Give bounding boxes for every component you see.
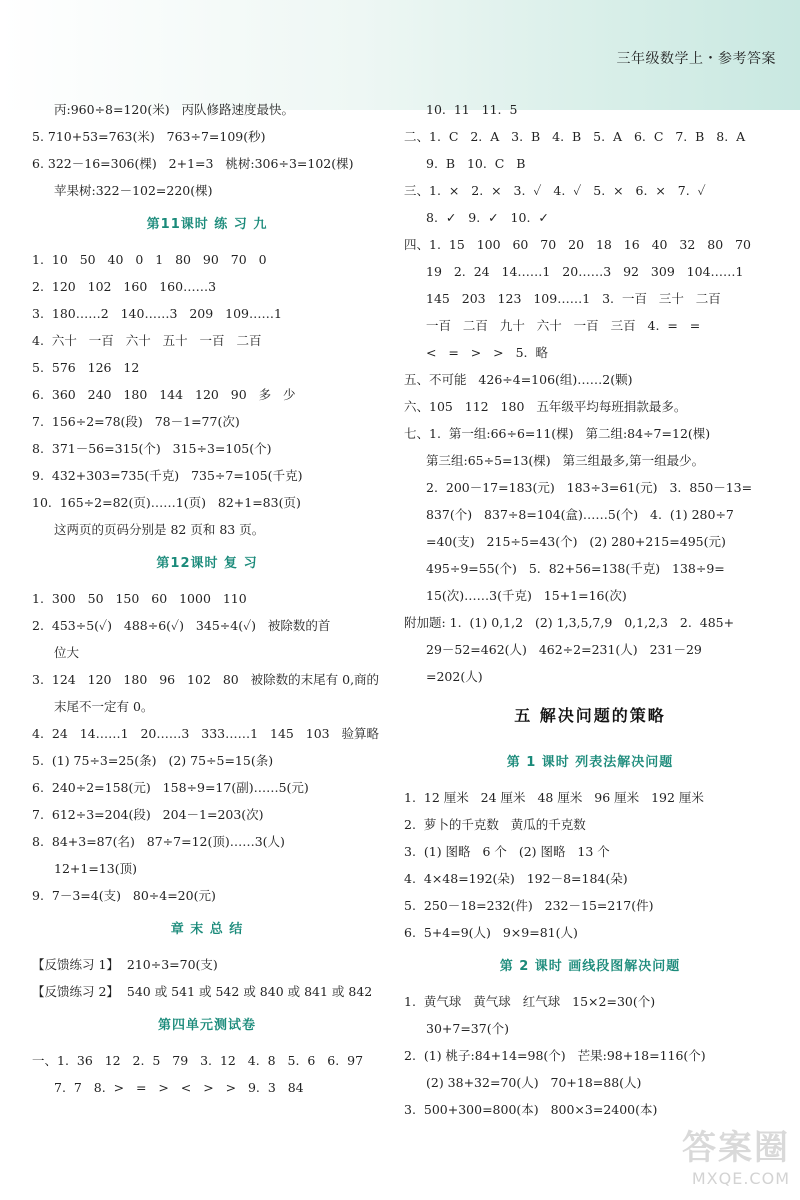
answer-line: 4. 4×48=192(朵) 192－8=184(朵) — [404, 871, 628, 886]
watermark-logo — [682, 1120, 790, 1188]
answer-line: 6. 5+4=9(人) 9×9=81(人) — [404, 925, 578, 940]
answer-line: 10. 11 11. 5 — [426, 102, 518, 117]
answer-line: 8. 371－56=315(个) 315÷3=105(个) — [32, 441, 272, 456]
section-heading-lesson-12: 第12课时 复 习 — [156, 556, 258, 571]
answer-line: 5. 710+53=763(米) 763÷7=109(秒) — [32, 129, 266, 144]
answer-line: 3. 500+300=800(本) 800×3=2400(本) — [404, 1102, 658, 1117]
answer-line: 2. 200－17=183(元) 183÷3=61(元) 3. 850－13= — [426, 480, 753, 495]
answer-line: 12+1=13(顶) — [54, 861, 137, 876]
answer-line: 7. 7 8. > = > < > > 9. 3 84 — [54, 1080, 304, 1095]
answer-line: 9. 7－3=4(支) 80÷4=20(元) — [32, 888, 216, 903]
answer-line: 末尾不一定有 0。 — [54, 699, 154, 714]
watermark-text: 答案圈 — [682, 1128, 790, 1168]
answer-line: 二、1. C 2. A 3. B 4. B 5. A 6. C 7. B 8. A — [404, 129, 746, 144]
answer-line: 附加题: 1. (1) 0,1,2 (2) 1,3,5,7,9 0,1,2,3 2. 485+ — [404, 615, 735, 630]
answer-line: 第三组:65÷5=13(棵) 第三组最多,第一组最少。 — [426, 453, 705, 468]
answer-line: 1. 300 50 150 60 1000 110 — [32, 591, 247, 606]
answer-line: 【反馈练习 2】 540 或 541 或 542 或 840 或 841 或 842 — [32, 984, 373, 999]
answer-line: 15(次)……3(千克) 15+1=16(次) — [426, 588, 627, 603]
left-column — [32, 96, 382, 1101]
answer-line: 4. 24 14……1 20……3 333……1 145 103 验算略 — [32, 726, 380, 741]
answer-line: 9. B 10. C B — [426, 156, 526, 171]
answer-line: 29－52=462(人) 462÷2=231(人) 231－29 — [426, 642, 702, 657]
answer-line: 3. 180……2 140……3 209 109……1 — [32, 306, 282, 321]
answer-line: =202(人) — [426, 669, 483, 684]
answer-line: 四、1. 15 100 60 70 20 18 16 40 32 80 70 — [404, 237, 751, 252]
answer-line: 苹果树:322－102=220(棵) — [54, 183, 213, 198]
answer-line: 4. 六十 一百 六十 五十 一百 二百 — [32, 333, 262, 348]
answer-line: 495÷9=55(个) 5. 82+56=138(千克) 138÷9= — [426, 561, 725, 576]
answer-line: 9. 432+303=735(千克) 735÷7=105(千克) — [32, 468, 303, 483]
answer-line: 8. 84+3=87(名) 87÷7=12(顶)……3(人) — [32, 834, 285, 849]
answer-line: 7. 612÷3=204(段) 204－1=203(次) — [32, 807, 264, 822]
answer-line: 7. 156÷2=78(段) 78－1=77(次) — [32, 414, 240, 429]
answer-line: 3. (1) 图略 6 个 (2) 图略 13 个 — [404, 844, 610, 859]
answer-line: 2. 萝卜的千克数 黄瓜的千克数 — [404, 817, 586, 832]
answer-line: 5. (1) 75÷3=25(条) (2) 75÷5=15(条) — [32, 753, 274, 768]
unit-title-5: 五 解决问题的策略 — [514, 706, 666, 725]
answer-line: 6. 322－16=306(棵) 2+1=3 桃树:306÷3=102(棵) — [32, 156, 354, 171]
answer-line: 【反馈练习 1】 210÷3=70(支) — [32, 957, 218, 972]
answer-line: 5. 576 126 12 — [32, 360, 140, 375]
answer-line: 丙:960÷8=120(米) 丙队修路速度最快。 — [54, 102, 295, 117]
section-heading-lesson-2: 第 2 课时 画线段图解决问题 — [499, 959, 681, 974]
answer-line: 6. 240÷2=158(元) 158÷9=17(副)……5(元) — [32, 780, 309, 795]
answer-line: 30+7=37(个) — [426, 1021, 509, 1036]
answer-line: 位大 — [54, 645, 80, 660]
answer-line: 这两页的页码分别是 82 页和 83 页。 — [54, 522, 265, 537]
answer-line: 2. 120 102 160 160……3 — [32, 279, 217, 294]
answer-line: 6. 360 240 180 144 120 90 多 少 — [32, 387, 296, 402]
section-heading-chapter-summary: 章 末 总 结 — [170, 922, 244, 937]
answer-line: 1. 黄气球 黄气球 红气球 15×2=30(个) — [404, 994, 656, 1009]
answer-line: 1. 10 50 40 0 1 80 90 70 0 — [32, 252, 267, 267]
answer-line: 一百 二百 九十 六十 一百 三百 4. = = — [426, 318, 701, 333]
answer-line: 2. (1) 桃子:84+14=98(个) 芒果:98+18=116(个) — [404, 1048, 706, 1063]
answer-line: (2) 38+32=70(人) 70+18=88(人) — [426, 1075, 642, 1090]
answer-line: 3. 124 120 180 96 102 80 被除数的末尾有 0,商的 — [32, 672, 380, 687]
answer-line: 一、1. 36 12 2. 5 79 3. 12 4. 8 5. 6 6. 97 — [32, 1053, 364, 1068]
section-heading-lesson-1: 第 1 课时 列表法解决问题 — [506, 755, 674, 770]
answer-line: 五、不可能 426÷4=106(组)……2(颗) — [404, 372, 633, 387]
section-heading-unit-4-test: 第四单元测试卷 — [157, 1018, 256, 1033]
answer-line: 六、105 112 180 五年级平均每班捐款最多。 — [404, 399, 687, 414]
answer-line: 19 2. 24 14……1 20……3 92 309 104……1 — [426, 264, 744, 279]
answer-line: =40(支) 215÷5=43(个) (2) 280+215=495(元) — [426, 534, 726, 549]
answer-line: 10. 165÷2=82(页)……1(页) 82+1=83(页) — [32, 495, 301, 510]
answer-line: 三、1. × 2. × 3. ✓ 4. ✓ 5. × 6. × 7. ✓ — [404, 183, 706, 198]
section-heading-lesson-11: 第11课时 练 习 九 — [146, 217, 268, 232]
page-header-title: 三年级数学上・参考答案 — [616, 51, 776, 67]
answer-line: 145 203 123 109……1 3. 一百 三十 二百 — [426, 291, 721, 306]
answer-line: 1. 12 厘米 24 厘米 48 厘米 96 厘米 192 厘米 — [404, 790, 704, 805]
answer-line: 8. ✓ 9. ✓ 10. ✓ — [426, 210, 549, 225]
watermark-url: MXQE.COM — [691, 1169, 790, 1188]
right-column — [404, 96, 776, 1123]
answer-line: < = > > 5. 略 — [426, 345, 548, 360]
answer-line: 七、1. 第一组:66÷6=11(棵) 第二组:84÷7=12(棵) — [404, 426, 711, 441]
answer-line: 2. 453÷5(✓) 488÷6(✓) 345÷4(✓) 被除数的首 — [32, 618, 331, 633]
answer-line: 5. 250－18=232(件) 232－15=217(件) — [404, 898, 654, 913]
answer-line: 837(个) 837÷8=104(盒)……5(个) 4. (1) 280÷7 — [426, 507, 734, 522]
